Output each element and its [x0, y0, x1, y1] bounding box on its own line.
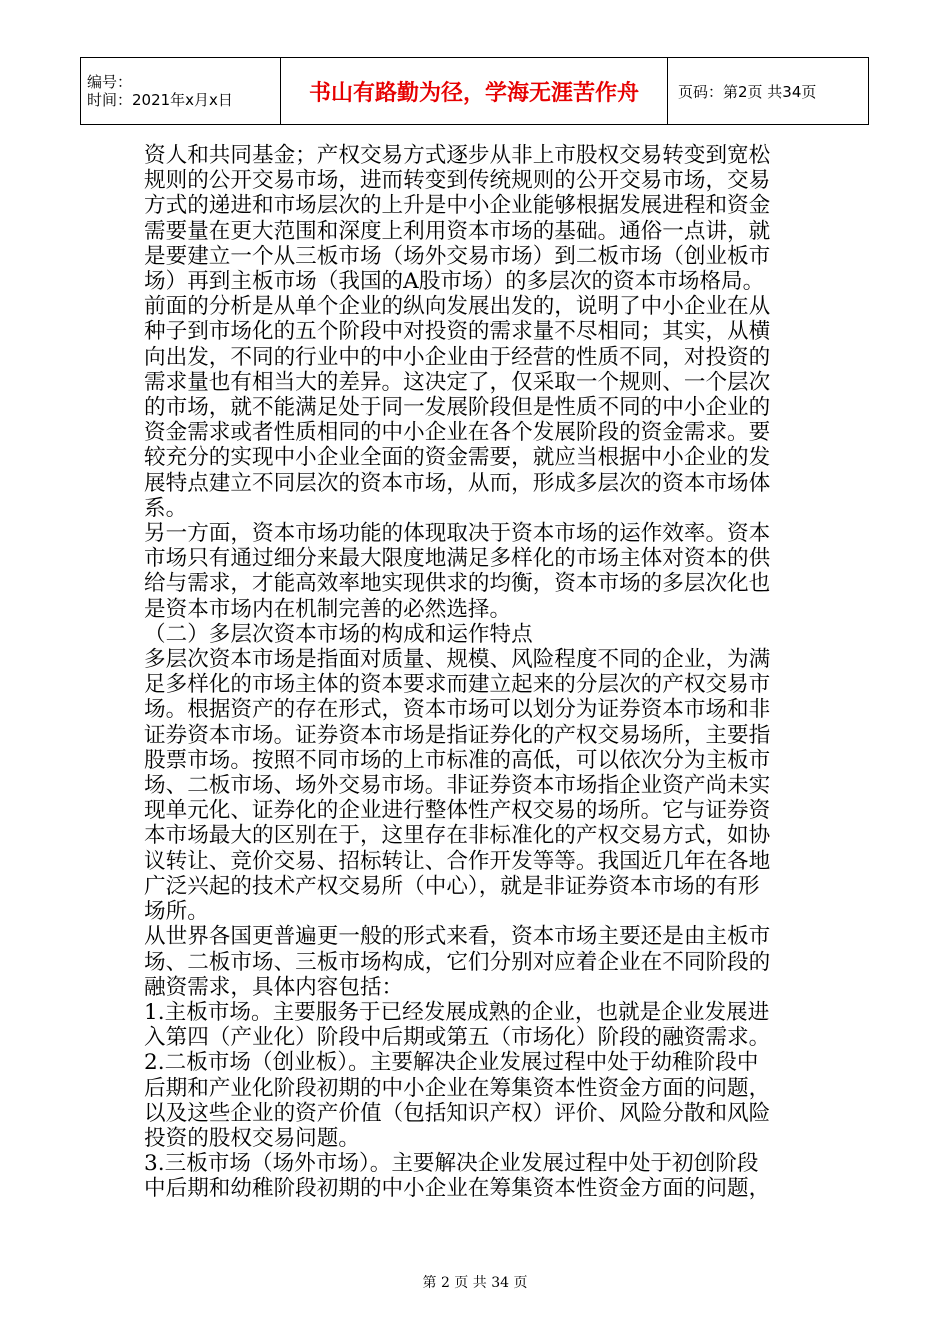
body-text-line: 场、二板市场、三板市场构成，它们分别对应着企业在不同阶段的 [144, 949, 771, 975]
body-text-line: 前面的分析是从单个企业的纵向发展出发的，说明了中小企业在从 [144, 294, 771, 320]
body-text-line: 多层次资本市场是指面对质量、规模、风险程度不同的企业，为满 [144, 647, 771, 673]
body-text-line: 从世界各国更普遍更一般的形式来看，资本市场主要还是由主板市 [144, 924, 771, 950]
body-text-line: 规则的公开交易市场，进而转变到传统规则的公开交易市场，交易 [144, 168, 771, 194]
body-text-line: 需求量也有相当大的差异。这决定了，仅采取一个规则、一个层次 [144, 369, 771, 395]
body-text-line: 3.三板市场（场外市场）。主要解决企业发展过程中处于初创阶段 [144, 1151, 759, 1177]
body-text-line: 入第四（产业化）阶段中后期或第五（市场化）阶段的融资需求。 [144, 1025, 771, 1051]
header-page-info: 页码：第2页 共34页 [678, 82, 817, 101]
body-text-line: 是要建立一个从三板市场（场外交易市场）到二板市场（创业板市 [144, 243, 771, 269]
body-text-line: 后期和产业化阶段初期的中小企业在筹集资本性资金方面的问题， [144, 1075, 771, 1101]
body-text-line: 广泛兴起的技术产权交易所（中心），就是非证券资本市场的有形 [144, 873, 760, 899]
header-motto: 书山有路勤为径，学海无涯苦作舟 [308, 80, 639, 106]
body-text-line: 市场只有通过细分来最大限度地满足多样化的市场主体对资本的供 [144, 546, 771, 572]
body-text-line: （二）多层次资本市场的构成和运作特点 [144, 621, 533, 647]
body-text-line: 展特点建立不同层次的资本市场，从而，形成多层次的资本市场体 [144, 470, 771, 496]
body-text-line: 本市场最大的区别在于，这里存在非标准化的产权交易方式，如协 [144, 823, 771, 849]
body-text-line: 资人和共同基金；产权交易方式逐步从非上市股权交易转变到宽松 [144, 143, 771, 168]
body-text-line: 现单元化、证券化的企业进行整体性产权交易的场所。它与证券资 [144, 798, 771, 824]
body-text-line: 场、二板市场、场外交易市场。非证券资本市场指企业资产尚未实 [144, 773, 771, 799]
body-text-line: 另一方面，资本市场功能的体现取决于资本市场的运作效率。资本 [144, 521, 771, 547]
body-text-line: 系。 [144, 495, 188, 521]
body-text-line: 给与需求，才能高效率地实现供求的均衡，资本市场的多层次化也 [144, 571, 771, 597]
document-time-label: 时间：2021年x月x日 [87, 91, 233, 109]
body-text-line: 足多样化的市场主体的资本要求而建立起来的分层次的产权交易市 [144, 672, 771, 698]
header-page-cell [668, 58, 869, 125]
body-text-line: 向出发，不同的行业中的中小企业由于经营的性质不同，对投资的 [144, 344, 771, 370]
body-text-line: 股票市场。按照不同市场的上市标准的高低，可以依次分为主板市 [144, 747, 771, 773]
body-text-line: 投资的股权交易问题。 [144, 1125, 360, 1151]
body-text-line: 较充分的实现中小企业全面的资金需要，就应当根据中小企业的发 [144, 445, 771, 471]
document-number-label: 编号： [87, 73, 133, 91]
body-text-line: 2.二板市场（创业板）。主要解决企业发展过程中处于幼稚阶段中 [144, 1050, 759, 1076]
body-text-line: 种子到市场化的五个阶段中对投资的需求量不尽相同；其实，从横 [144, 319, 771, 345]
body-text-line: 需要量在更大范围和深度上利用资本市场的基础。通俗一点讲，就 [144, 218, 771, 244]
body-text-line: 是资本市场内在机制完善的必然选择。 [144, 596, 512, 622]
body-text-line: 场所。 [144, 899, 209, 925]
body-text-line: 场。根据资产的存在形式，资本市场可以划分为证券资本市场和非 [144, 697, 771, 723]
body-text-line: 议转让、竞价交易、招标转让、合作开发等等。我国近几年在各地 [144, 848, 771, 874]
body-text-line: 方式的递进和市场层次的上升是中小企业能够根据发展进程和资金 [144, 193, 771, 219]
page-footer: 第 2 页 共 34 页 [422, 1275, 528, 1291]
document-body [144, 143, 814, 1202]
header-motto-cell [281, 58, 668, 125]
body-text-line: 证券资本市场。证券资本市场是指证券化的产权交易场所，主要指 [144, 722, 771, 748]
body-text-line: 以及这些企业的资产价值（包括知识产权）评价、风险分散和风险 [144, 1100, 771, 1126]
body-text-line: 1.主板市场。主要服务于已经发展成熟的企业，也就是企业发展进 [144, 999, 770, 1025]
document-header [80, 57, 869, 125]
body-text-line: 场）再到主板市场（我国的A股市场）的多层次的资本市场格局。 [144, 269, 765, 295]
body-text-line: 的市场，就不能满足处于同一发展阶段但是性质不同的中小企业的 [144, 395, 771, 421]
body-text-line: 中后期和幼稚阶段初期的中小企业在筹集资本性资金方面的问题， [144, 1176, 771, 1202]
body-text-line: 融资需求，具体内容包括： [144, 974, 404, 1000]
header-meta-cell [81, 58, 281, 125]
body-text-line: 资金需求或者性质相同的中小企业在各个发展阶段的资金需求。要 [144, 420, 771, 446]
